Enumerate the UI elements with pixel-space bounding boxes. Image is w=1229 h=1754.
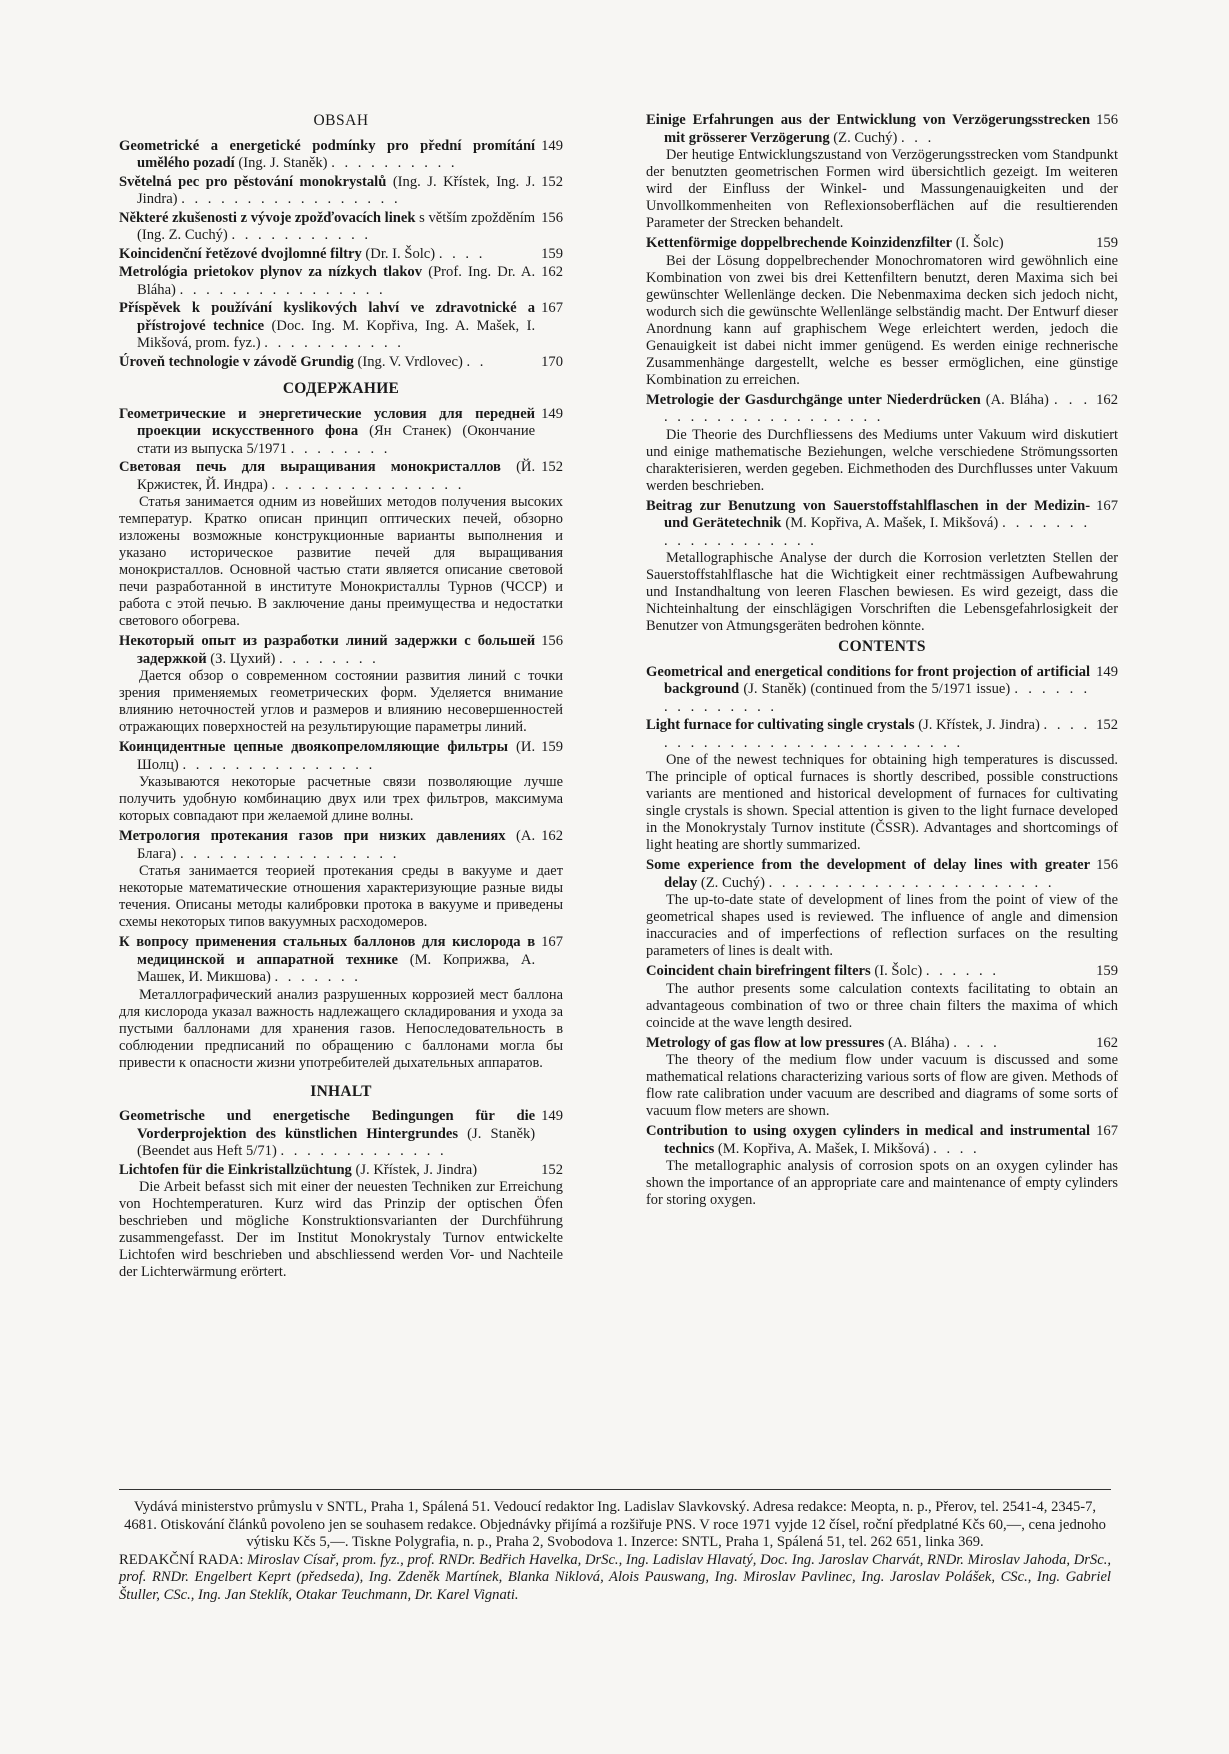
soderzhanie-list — [119, 406, 563, 1072]
toc-entry: Some experience from the development of delay lines with greater delay (Z. Cuchý) . . . . . . . . . . . . . . . . . . . . . . 156 The up-to-date state of development of lines from the point of view of the geometrical shapes used is reviewed. The influence of angle and dimension inaccuracies and of imperfections of reflection surfaces on the resulting parameters of lines is dealt with. — [646, 857, 1118, 959]
entry-title: Metrológia prietokov plynov za nízkych tlakov — [119, 264, 423, 280]
entry-page: 149 — [541, 137, 563, 154]
toc-entry: Einige Erfahrungen aus der Entwicklung von Verzögerungsstrecken mit grösserer Verzögerung (Z. Cuchý) . . . 156 Der heutige Entwicklungszustand von Verzögerungsstrecken vom Standpunkt der benutzten geometrischen Formen wird übersichtlich gezeigt. Im weiteren wird der Einfluss der Winkel- und Massungenauigkeiten und der Unvollkommenheiten von Reflexionsoberflächen auf die resultierenden Parameter der Strecken behandelt. — [646, 112, 1118, 231]
entry-title: Geometrical and energetical conditions for front projection of artificial background — [646, 663, 1091, 697]
entry-page: 159 — [1096, 235, 1118, 251]
entry-page: 149 — [541, 405, 563, 422]
entry-author: (Prof. Ing. Dr. A. Bláha) — [137, 264, 536, 298]
entry-page: 159 — [541, 739, 563, 755]
entry-page: 156 — [541, 209, 563, 226]
entry-abstract: Der heutige Entwicklungszustand von Verzögerungsstrecken vom Standpunkt der benutzten geometrischen Formen wird übersichtlich gezeigt. Im weiteren wird der Einfluss der Winkel- und Massungenauigkeiten und der Unvollkommenheiten von Reflexionsoberflächen auf die resultierenden Parameter der Strecken behandelt. — [646, 147, 1118, 231]
entry-abstract: The theory of the medium flow under vacuum is discussed and some mathematical relations characterizing various sorts of flow are given. Methods of flow rate calibration under vacuum are described and diagrams of some sorts of vacuum flow meters are shown. — [646, 1052, 1118, 1119]
entry-title: Některé zkušenosti z vývoje zpožďovacích linek — [119, 209, 416, 226]
toc-entry: Některé zkušenosti z vývoje zpožďovacích linek s větším zpožděním (Ing. Z. Cuchý) . . . . . . . . . . . 156 — [119, 209, 563, 243]
entry-author: (Ing. J. Křístek, Ing. J. Jindra) — [137, 173, 536, 207]
entry-title: Metrology of gas flow at low pressures — [646, 1034, 885, 1051]
entry-title: Koincidenční řetězové dvojlomné filtry — [119, 245, 362, 262]
entry-title: Light furnace for cultivating single crystals — [646, 717, 915, 733]
entry-author: (J. Křístek, J. Jindra) — [351, 1161, 478, 1178]
entry-title: Úroveň technologie v závodě Grundig — [119, 353, 354, 370]
toc-entry: Geometrické a energetické podmínky pro přední promítání umělého pozadí (Ing. J. Staněk) . . . . . . . . . . 149 — [119, 137, 563, 171]
toc-entry: Beitrag zur Benutzung von Sauerstoffstahlflaschen in der Medizin- und Gerätetechnik (M. Kopřiva, A. Mašek, I. Mikšová) . . . . . . . . . . . . . . . . . . . 167 Metallographische Analyse der durch die Korrosion verletzten Stellen der Sauerstoffstahlflasche hat die Wichtigkeit einer rechtmässigen Aufbewahrung und Instandhaltung von leeren Flaschen bewiesen. Es wird gezeigt, dass die Nichteinhaltung der einschlägigen Vorschriften die Lebensgefahrlosigkeit der Benutzer von Atmungsgeräten bedrohen könnte. — [646, 497, 1118, 634]
entry-title: Beitrag zur Benutzung von Sauerstoffstahlflaschen in der Medizin- und Gerätetechnik — [646, 497, 1091, 531]
toc-entry: Коинцидентные цепные двоякопреломляющие фильтры (И. Шолц) . . . . . . . . . . . . . . . 159 Указываются некоторые расчетные связи позволяющие лучше получить удобную комбинацию двух или трех фильтров, максимума которых совпадают при желаемой длине волны. — [119, 739, 563, 824]
toc-entry: Метрология протекания газов при низких давлениях (А. Блага) . . . . . . . . . . . . . . . . . 162 Статья занимается теорией протекания среды в вакууме и дает некоторые математические отношения характеризующие разные виды течения. Описаны методы калибровки протока в вакууме и приведены схемы некоторых типов вакуумных расходомеров. — [119, 828, 563, 930]
toc-entry: Geometrische und energetische Bedingungen für die Vorderprojektion des künstlichen Hintergrundes (J. Staněk) (Beendet aus Heft 5/71) . . . . . . . . . . . . . 149 — [119, 1108, 563, 1159]
entry-page: 156 — [1096, 112, 1118, 128]
entry-title: Геометрические и энергетические условия для передней проекции искусственного фона — [119, 405, 536, 439]
toc-entry: Contribution to using oxygen cylinders in medical and instrumental technics (M. Kopřiva, A. Mašek, I. Mikšová) . . . . 167 The metallographic analysis of corrosion spots on an oxygen cylinder has shown the importance of an appropriate care and maintenance of empty cylinders for storing oxygen. — [646, 1123, 1118, 1208]
entry-page: 162 — [541, 264, 563, 280]
left-column — [119, 110, 563, 1284]
entry-author: (I. Šolc) — [870, 963, 923, 979]
entry-title: Metrologie der Gasdurchgänge unter Niederdrücken — [646, 391, 981, 408]
entry-title: Einige Erfahrungen aus der Entwicklung von Verzögerungsstrecken mit grösserer Verzögerung — [646, 112, 1091, 146]
entry-title: Коинцидентные цепные двоякопреломляющие фильтры — [119, 739, 509, 755]
entry-author: (Dr. I. Šolc) — [361, 245, 436, 262]
entry-author: s větším zpožděním (Ing. Z. Cuchý) — [137, 209, 536, 243]
entry-author: (И. Шолц) — [137, 739, 536, 773]
entry-abstract: Металлографический анализ разрушенных коррозией мест баллона для кислорода указал важность надлежащего складирования и ухода за пустыми баллонами для хранения газов. Непоследовательность в соблюдении предписаний по обращению с баллонами могла бы привести к опасности жизни употребителей дыхательных аппаратов. — [119, 986, 563, 1071]
entry-author: (Doc. Ing. M. Kopřiva, Ing. A. Mašek, I. Mikšová, prom. fyz.) — [137, 317, 536, 351]
entry-abstract: The up-to-date state of development of lines from the point of view of the geometrical shapes used is reviewed. The influence of angle and dimension inaccuracies and of imperfections of reflection surfaces on the resulting parameters of lines is dealt with. — [646, 892, 1118, 959]
toc-entry — [646, 235, 1118, 389]
entry-author: (Z. Cuchý) — [829, 129, 898, 146]
contents-list — [646, 664, 1118, 1210]
entry-author: (Ing. J. Staněk) — [234, 155, 328, 171]
toc-entry: Световая печь для выращивания монокристаллов (Й. Кржистек, Й. Индра) . . . . . . . . . . . . . . . 152 Статья занимается одним из новейших методов получения высоких температур. Кратко описан принцип оптических печей, обзорно изложены возможные конструкционные варианты выполнения и указано историческое развитие печей для выращивания монокристаллов. Основной частью стати является описание световой печи разработанной в институте Монокристаллы Турнов (ЧССР) и работа с этой печью. В заключение даны преимущества и недостатки светового обогрева. — [119, 459, 563, 629]
entry-abstract: The author presents some calculation contexts facilitating to obtain an advantageous combination of two or three chain filters the maxima of which coincide at the wave length desired. — [646, 980, 1118, 1031]
contents-heading: CONTENTS — [838, 638, 926, 655]
entry-author: (Ян Станек) (Окончание стати из выпуска 5/1971 — [137, 423, 536, 457]
entry-author: (М. Коприжва, А. Машек, И. Микшова) — [137, 951, 536, 985]
obsah-heading: OBSAH — [313, 112, 369, 129]
entry-author: (А. Блага) — [137, 828, 536, 862]
entry-abstract: Статья занимается теорией протекания среды в вакууме и дает некоторые математические отношения характеризующие разные виды течения. Описаны методы калибровки протока в вакууме и приведены схемы некоторых типов вакуумных расходомеров. — [119, 863, 563, 930]
entry-author: (J. Křístek, J. Jindra) — [914, 717, 1040, 733]
entry-abstract: Die Theorie des Durchfliessens des Mediums unter Vakuum wird diskutiert und einige mathematische Beziehungen, welche verschiedene Strömungssorten charakterisieren, werden gegeben. Eichmethoden des Durchflusses unter Vakuum werden beschrieben. — [646, 426, 1118, 494]
toc-entry: Геометрические и энергетические условия для передней проекции искусственного фона (Ян Станек) (Окончание стати из выпуска 5/1971 . . . . . . . . 149 — [119, 405, 563, 457]
entry-page: 167 — [1096, 1123, 1118, 1139]
inhalt-list-right — [646, 112, 1118, 635]
entry-author: (A. Bláha) — [980, 391, 1049, 408]
editorial-board-label: REDAKČNÍ RADA: — [119, 1551, 248, 1568]
entry-title: Метрология протекания газов при низких давлениях — [119, 828, 506, 844]
toc-entry: Некоторый опыт из разработки линий задержки с большей задержкой (З. Цухий) . . . . . . . . 156 Дается обзор о современном состоянии развития линий с точки зрения применяемых геометрических форм. Уделяется внимание влиянию неточностей углов и размеров и влиянию несовершенностей отражающих поверхностей на результирующие параметры линий. — [119, 633, 563, 735]
entry-abstract: The metallographic analysis of corrosion spots on an oxygen cylinder has shown the importance of an appropriate care and maintenance of empty cylinders for storing oxygen. — [646, 1158, 1118, 1208]
entry-author: (З. Цухий) — [206, 650, 276, 667]
toc-entry: Metrológia prietokov plynov za nízkych tlakov (Prof. Ing. Dr. A. Bláha) . . . . . . . . . . . . . . . . 162 — [119, 264, 563, 298]
entry-abstract: Статья занимается одним из новейших методов получения высоких температур. Кратко описан принцип оптических печей, обзорно изложены возможные конструкционные варианты выполнения и указано историческое развитие печей для выращивания монокристаллов. Основной частью стати является описание световой печи разработанной в институте Монокристаллы Турнов (ЧССР) и работа с этой печью. В заключение даны преимущества и недостатки светового обогрева. — [119, 494, 563, 629]
entry-page: 170 — [541, 353, 563, 370]
entry-title: Contribution to using oxygen cylinders in medical and instrumental technics — [646, 1123, 1091, 1157]
entry-title: Coincident chain birefringent filters — [646, 963, 871, 979]
entry-title: Some experience from the development of delay lines with greater delay — [646, 857, 1091, 891]
entry-title: Světelná pec pro pěstování monokrystalů — [119, 173, 387, 190]
right-column — [646, 112, 1118, 1212]
entry-page: 167 — [1096, 497, 1118, 514]
toc-entry: Geometrical and energetical conditions for front projection of artificial background (J. Staněk) (continued from the 5/1971 issue) . . . . . . . . . . . . . . . 149 — [646, 663, 1118, 715]
entry-abstract: Дается обзор о современном состоянии развития линий с точки зрения применяемых геометрических форм. Уделяется внимание влиянию неточностей углов и размеров и влиянию несовершенностей отражающих поверхностей на результирующие параметры линий. — [119, 668, 563, 735]
entry-author: (Z. Cuchý) — [697, 874, 765, 891]
entry-title: Geometrische und energetische Bedingungen für die Vorderprojektion des künstlichen Hintergrundes — [119, 1108, 536, 1142]
soderzhanie-heading: СОДЕРЖАНИЕ — [282, 380, 400, 397]
editorial-board-members: Miroslav Císař, prom. fyz., prof. RNDr. Bedřich Havelka, DrSc., Ing. Ladislav Hlavatý, Doc. Ing. Jaroslav Charvát, RNDr. Miroslav Jahoda, DrSc., prof. RNDr. Engelbert Keprt (předseda), Ing. Zdeněk Martínek, Blanka Niklová, Alois Pauswang, Ing. Miroslav Pavlinec, Ing. Jaroslav Polášek, CSc., Ing. Gabriel Štuller, CSc., Ing. Jan Steklík, Otakar Teuchmann, Dr. Karel Vignati. — [119, 1551, 1111, 1603]
toc-entry: К вопросу применения стальных баллонов для кислорода в медицинской и аппаратной технике (М. Коприжва, А. Машек, И. Микшова) . . . . . . . 167 Металлографический анализ разрушенных коррозией мест баллона для кислорода указал важность надлежащего складирования и ухода за пустыми баллонами для хранения газов. Непоследовательность в соблюдении предписаний по обращению с баллонами могла бы привести к опасности жизни употребителей дыхательных аппаратов. — [119, 934, 563, 1071]
entry-abstract: Metallographische Analyse der durch die Korrosion verletzten Stellen der Sauerstoffstahlflasche hat die Wichtigkeit einer rechtmässigen Aufbewahrung und Instandhaltung von leeren Flaschen bewiesen. Es wird gezeigt, dass die Nichteinhaltung der einschlägigen Vorschriften die Lebensgefahrlosigkeit der Benutzer von Atmungsgeräten bedrohen könnte. — [646, 550, 1118, 634]
toc-entry: Light furnace for cultivating single crystals (J. Křístek, J. Jindra) . . . . . . . . . . . . . . . . . . . . . . . . . . . 152 One of the newest techniques for obtaining high temperatures is discussed. The principle of optical furnaces is shortly described, possible constructions variants are mentioned and historical development of furnaces for cultivating single crystals is shown. Special attention is given to the light furnace developed in the Monokrystaly Turnov institute (ČSSR). Advantages and shortcomings of light heating are shortly summarized. — [646, 717, 1118, 853]
toc-entry: Metrology of gas flow at low pressures (A. Bláha) . . . . 162 The theory of the medium flow under vacuum is discussed and some mathematical relations characterizing various sorts of flow are given. Methods of flow rate calibration under vacuum are described and diagrams of some sorts of vacuum flow meters are shown. — [646, 1034, 1118, 1119]
entry-author: (J. Staněk) (Beendet aus Heft 5/71) — [137, 1125, 536, 1159]
entry-author: (Ing. V. Vrdlovec) — [353, 353, 463, 370]
toc-entry: Světelná pec pro pěstování monokrystalů (Ing. J. Křístek, Ing. J. Jindra) . . . . . . . . . . . . . . . . . 152 — [119, 173, 563, 207]
entry-page: 167 — [541, 300, 563, 316]
entry-page: 152 — [541, 173, 563, 190]
toc-entry: Koincidenční řetězové dvojlomné filtry (Dr. I. Šolc) . . . . 159 — [119, 245, 563, 262]
toc-entry: Coincident chain birefringent filters (I. Šolc) . . . . . . 159 The author presents some calculation contexts facilitating to obtain an advantageous combination of two or three chain filters the maxima of which coincide at the wave length desired. — [646, 963, 1118, 1031]
entry-page: 152 — [1096, 717, 1118, 733]
toc-entry: Metrologie der Gasdurchgänge unter Niederdrücken (A. Bláha) . . . . . . . . . . . . . . . . . . . . 162 Die Theorie des Durchfliessens des Mediums unter Vakuum wird diskutiert und einige mathematische Beziehungen, welche verschiedene Strömungssorten charakterisieren, werden gegeben. Eichmethoden des Durchflusses unter Vakuum werden beschrieben. — [646, 391, 1118, 494]
toc-entry — [119, 1162, 563, 1282]
entry-author: (M. Kopřiva, A. Mašek, I. Mikšová) — [714, 1140, 930, 1157]
entry-page: 167 — [541, 934, 563, 950]
entry-abstract: Указываются некоторые расчетные связи позволяющие лучше получить удобную комбинацию двух или трех фильтров, максимума которых совпадают при желаемой длине волны. — [119, 774, 563, 824]
entry-title: Příspěvek k používání kyslikových lahví ve zdravotnické a přístrojové technice — [119, 300, 536, 334]
entry-title: Geometrické a energetické podmínky pro přední promítání umělého pozadí — [119, 137, 536, 171]
entry-title: К вопросу применения стальных баллонов для кислорода в медицинской и аппаратной технике — [119, 934, 536, 968]
entry-page: 156 — [541, 633, 563, 649]
entry-abstract: Die Arbeit befasst sich mit einer der neuesten Techniken zur Erreichung von Hochtemperaturen. Kurz wird das Prinzip der optischen Öfen beschrieben und mögliche Konstruktionsvarianten der Durchführung zusammengefasst. Der im Institut Monokrystaly Turnov entwickelte Lichtofen wird beschrieben und abschliessend werden Vor- und Nachteile der Lichterwärmung erörtert. — [119, 1179, 563, 1280]
entry-title: Световая печь для выращивания монокристаллов — [119, 459, 501, 475]
entry-page: 152 — [541, 1161, 563, 1178]
editorial-board — [119, 1552, 1111, 1605]
entry-page: 162 — [541, 828, 563, 844]
entry-title: Lichtofen für die Einkristallzüchtung — [119, 1161, 352, 1178]
entry-author: (J. Staněk) (continued from the 5/1971 issue) — [739, 681, 1011, 697]
publisher-info: Vydává ministerstvo průmyslu v SNTL, Praha 1, Spálená 51. Vedoucí redaktor Ing. Ladislav Slavkovský. Adresa redakce: Meopta, n. p., Přerov, tel. 2541-4, 2345-7, 4681. Otiskování článků povoleno jen se souhasem redakce. Objednávky přijímá a rozšiřuje PNS. V roce 1971 vyjde 12 čísel, roční předplatné Kčs 60,—, cena jednoho výtisku Kčs 5,—. Tiskne Polygrafia, n. p., Praha 2, Svobodova 1. Inzerce: SNTL, Praha 1, Spálená 51, tel. 262 651, linka 369. — [124, 1499, 1106, 1550]
entry-title: Некоторый опыт из разработки линий задержки с большей задержкой — [119, 633, 536, 667]
obsah-list — [119, 138, 563, 372]
entry-page: 149 — [1096, 663, 1118, 680]
entry-page: 152 — [541, 459, 563, 475]
toc-entry: Úroveň technologie v závodě Grundig (Ing. V. Vrdlovec) . . 170 — [119, 353, 563, 370]
entry-page: 156 — [1096, 857, 1118, 873]
entry-abstract: One of the newest techniques for obtaining high temperatures is discussed. The principle of optical furnaces is shortly described, possible constructions variants are mentioned and historical development of furnaces for cultivating single crystals is shown. Special attention is given to the light furnace developed in the Monokrystaly Turnov institute (ČSSR). Advantages and shortcomings of light heating are shortly summarized. — [646, 752, 1118, 853]
entry-page: 159 — [1096, 963, 1118, 979]
imprint-footer — [119, 1499, 1111, 1604]
entry-author: (A. Bláha) — [884, 1034, 950, 1051]
entry-abstract: Bei der Lösung doppelbrechender Monochromatoren wird gewöhnlich eine Kombination von zwei bis drei Kettenfiltern benutzt, deren Maxima sich bei gewünschter Wellenlänge decken. Die Nebenmaxima decken sich jedoch nicht, wodurch sich die gewünschte Wellenlänge selbständig macht. Der Entwurf dieser Anordnung kann auf graphischem Wege erleichtert werden, jedoch die Genauigkeit ist dabei nicht immer genügend. Es werden einige rechnerische Zusammenhänge dargestellt, welche es besser ermöglichen, eine günstige Kombination zu erreichen. — [646, 252, 1118, 388]
toc-entry: Příspěvek k používání kyslikových lahví ve zdravotnické a přístrojové technice (Doc. Ing. M. Kopřiva, Ing. A. Mašek, I. Mikšová, prom. fyz.) . . . . . . . . . . . 167 — [119, 300, 563, 351]
entry-page: 149 — [541, 1108, 563, 1124]
entry-page: 159 — [541, 245, 563, 262]
inhalt-heading: INHALT — [310, 1082, 372, 1100]
entry-page: 162 — [1096, 1034, 1118, 1051]
entry-author: (Й. Кржистек, Й. Индра) — [137, 459, 536, 493]
entry-author: (I. Šolc) — [952, 235, 1004, 251]
inhalt-list-left — [119, 1108, 563, 1281]
entry-author: (M. Kopřiva, A. Mašek, I. Mikšová) — [781, 515, 999, 531]
entry-page: 162 — [1096, 391, 1118, 408]
footer-divider — [119, 1489, 1111, 1490]
entry-title: Kettenförmige doppelbrechende Koinzidenzfilter — [646, 235, 953, 251]
